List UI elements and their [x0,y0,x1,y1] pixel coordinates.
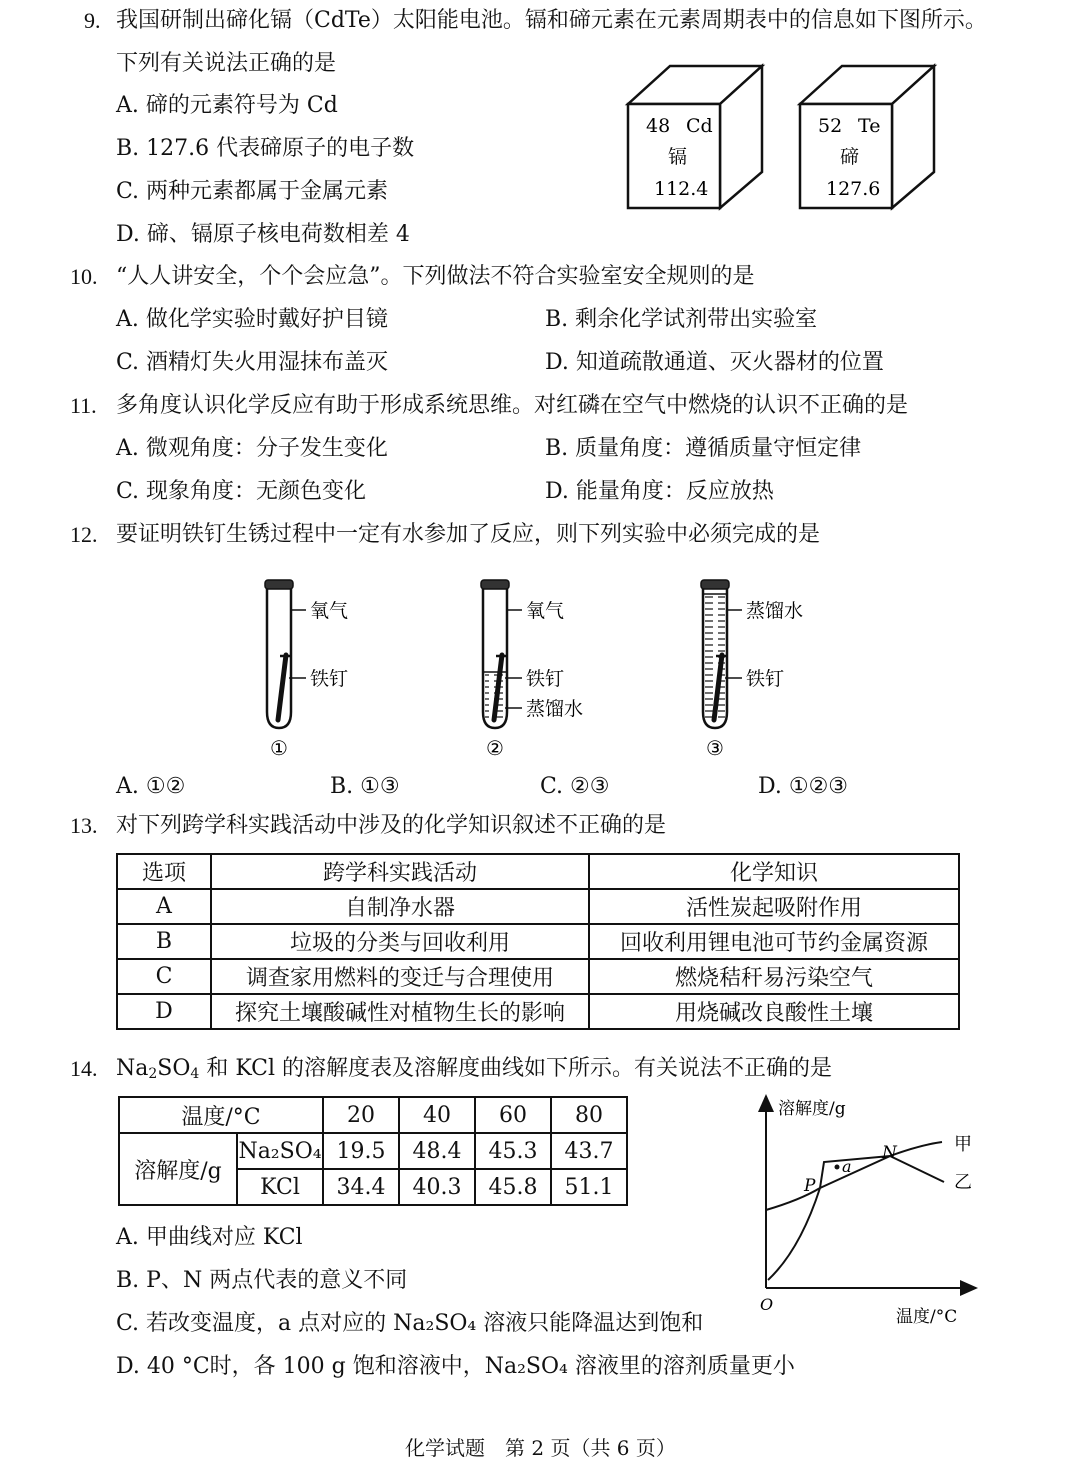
q12-option-b: B. ①③ [330,774,400,799]
q9-stem-line2: 下列有关说法正确的是 [116,51,337,76]
tube-3-nail-label: 铁钉 [746,668,785,690]
q10-option-b: B. 剩余化学试剂带出实验室 [545,307,818,332]
row-activity: 探究土壤酸碱性对植物生长的影响 [211,994,589,1029]
tube-1-oxygen [265,580,348,760]
row-option: D [117,994,211,1029]
te-element-cube [792,60,942,214]
q12-number: 12. [70,522,98,547]
q14-option-d: D. 40 °C时，各 100 g 饱和溶液中，Na₂SO₄ 溶液里的溶剂质量更小 [116,1354,795,1379]
x-axis-label: 温度/°C [896,1307,958,1327]
tube-2-nail-label: 铁钉 [526,668,565,690]
q9-option-b: B. 127.6 代表碲原子的电子数 [116,136,415,161]
q9-option-a: A. 碲的元素符号为 Cd [116,93,338,118]
point-a-label: a [842,1157,852,1176]
page-footer: 化学试题 第 2 页（共 6 页） [405,1436,676,1460]
q14-option-c: C. 若改变温度，a 点对应的 Na₂SO₄ 溶液只能降温达到饱和 [116,1311,704,1336]
row-knowledge: 燃烧秸秆易污染空气 [589,959,959,994]
q10-stem: “人人讲安全，个个会应急”。下列做法不符合实验室安全规则的是 [116,264,755,289]
table-row [119,1097,627,1133]
q11-stem: 多角度认识化学反应有助于形成系统思维。对红磷在空气中燃烧的认识不正确的是 [116,393,909,418]
q14-solubility-table [118,1096,628,1206]
row-knowledge: 回收利用锂电池可节约金属资源 [589,924,959,959]
temp-label-cell: 温度/°C [119,1097,323,1133]
te-atomic-mass: 127.6 [826,178,881,200]
test-tubes-figure [240,570,840,770]
temp-cell: 20 [323,1097,399,1133]
tube-2-oxygen-label: 氧气 [526,600,565,622]
na2so4-label-cell: Na₂SO₄ [237,1133,323,1169]
q12-option-a: A. ①② [116,774,186,799]
y-axis-label: 溶解度/g [778,1099,846,1119]
na2so4-value-cell: 19.5 [323,1133,399,1169]
na2so4-value-cell: 45.3 [475,1133,551,1169]
na2so4-value-cell: 48.4 [399,1133,475,1169]
q13-number: 13. [70,813,98,838]
table-row [119,1133,627,1169]
q14-option-b: B. P、N 两点代表的意义不同 [116,1268,408,1293]
row-option: C [117,959,211,994]
tube-3-number: ③ [706,736,724,760]
kcl-value-cell: 45.8 [475,1169,551,1205]
curve-yi-label: 乙 [954,1172,972,1193]
q9-number: 9. [84,8,101,33]
tube-2-number: ② [486,736,504,760]
q12-option-d: D. ①②③ [758,774,849,799]
kcl-value-cell: 34.4 [323,1169,399,1205]
tube-1-number: ① [270,736,288,760]
tube-2-water-label: 蒸馏水 [526,698,584,720]
cd-symbol: Cd [686,115,713,137]
header-option: 选项 [117,854,211,889]
row-knowledge: 活性炭起吸附作用 [589,889,959,924]
te-symbol: Te [858,115,881,137]
q14-stem [116,1058,832,1081]
table-row [117,959,959,994]
q14-stem-sub2: 4 [190,1066,200,1082]
origin-label: O [760,1295,774,1314]
curve-jia [766,1142,942,1210]
q10-option-a: A. 做化学实验时戴好护目镜 [116,307,388,332]
cd-name: 镉 [668,146,688,168]
te-name: 碲 [840,146,860,168]
cd-atomic-number: 48 [646,115,671,137]
q10-option-c: C. 酒精灯失火用湿抹布盖灭 [116,350,389,375]
q11-option-d: D. 能量角度：反应放热 [545,479,774,504]
cd-atomic-mass: 112.4 [654,178,709,200]
na2so4-value-cell: 43.7 [551,1133,627,1169]
q14-stem-so: SO [157,1056,191,1081]
table-row [117,924,959,959]
q14-option-a: A. 甲曲线对应 KCl [116,1225,303,1250]
point-a-dot [835,1165,840,1170]
row-option: B [117,924,211,959]
point-n-label: N [882,1143,897,1163]
tube-3-water [701,580,803,760]
row-knowledge: 用烧碱改良酸性土壤 [589,994,959,1029]
tube-1-nail-label: 铁钉 [310,668,349,690]
row-activity: 垃圾的分类与回收利用 [211,924,589,959]
q9-option-c: C. 两种元素都属于金属元素 [116,179,389,204]
q12-stem: 要证明铁钉生锈过程中一定有水参加了反应，则下列实验中必须完成的是 [116,522,821,547]
q11-option-a: A. 微观角度：分子发生变化 [116,436,388,461]
tube-2-oxygen-water [481,580,583,760]
row-activity: 调查家用燃料的变迁与合理使用 [211,959,589,994]
q11-option-c: C. 现象角度：无颜色变化 [116,479,367,504]
q14-stem-sub1: 2 [148,1066,158,1082]
table-row [117,889,959,924]
q9-option-d: D. 碲、镉原子核电荷数相差 4 [116,222,410,247]
te-atomic-number: 52 [818,115,843,137]
q13-table [116,853,960,1030]
q14-number: 14. [70,1056,98,1081]
tube-3-water-label: 蒸馏水 [746,600,804,622]
q11-number: 11. [70,393,97,418]
cd-element-cube [620,60,770,214]
header-activity: 跨学科实践活动 [211,854,589,889]
table-header-row [117,854,959,889]
point-p-label: P [804,1176,816,1196]
q14-stem-na: Na [116,1056,149,1081]
curve-jia-label: 甲 [954,1134,972,1155]
solubility-curve-graph [740,1090,990,1330]
header-knowledge: 化学知识 [589,854,959,889]
solubility-label-cell: 溶解度/g [119,1133,237,1205]
kcl-value-cell: 51.1 [551,1169,627,1205]
q11-option-b: B. 质量角度：遵循质量守恒定律 [545,436,862,461]
temp-cell: 60 [475,1097,551,1133]
tube-1-oxygen-label: 氧气 [310,600,349,622]
q9-stem-line1: 我国研制出碲化镉（CdTe）太阳能电池。镉和碲元素在元素周期表中的信息如下图所示。 [116,8,987,33]
temp-cell: 80 [551,1097,627,1133]
q14-stem-rest: 和 KCl 的溶解度表及溶解度曲线如下所示。有关说法不正确的是 [199,1056,833,1081]
curve-na2so4 [768,1156,944,1280]
temp-cell: 40 [399,1097,475,1133]
row-option: A [117,889,211,924]
kcl-label-cell: KCl [237,1169,323,1205]
q10-option-d: D. 知道疏散通道、灭火器材的位置 [545,350,884,375]
kcl-value-cell: 40.3 [399,1169,475,1205]
q10-number: 10. [70,264,98,289]
table-row [117,994,959,1029]
q13-stem: 对下列跨学科实践活动中涉及的化学知识叙述不正确的是 [116,813,667,838]
q12-option-c: C. ②③ [540,774,610,799]
row-activity: 自制净水器 [211,889,589,924]
